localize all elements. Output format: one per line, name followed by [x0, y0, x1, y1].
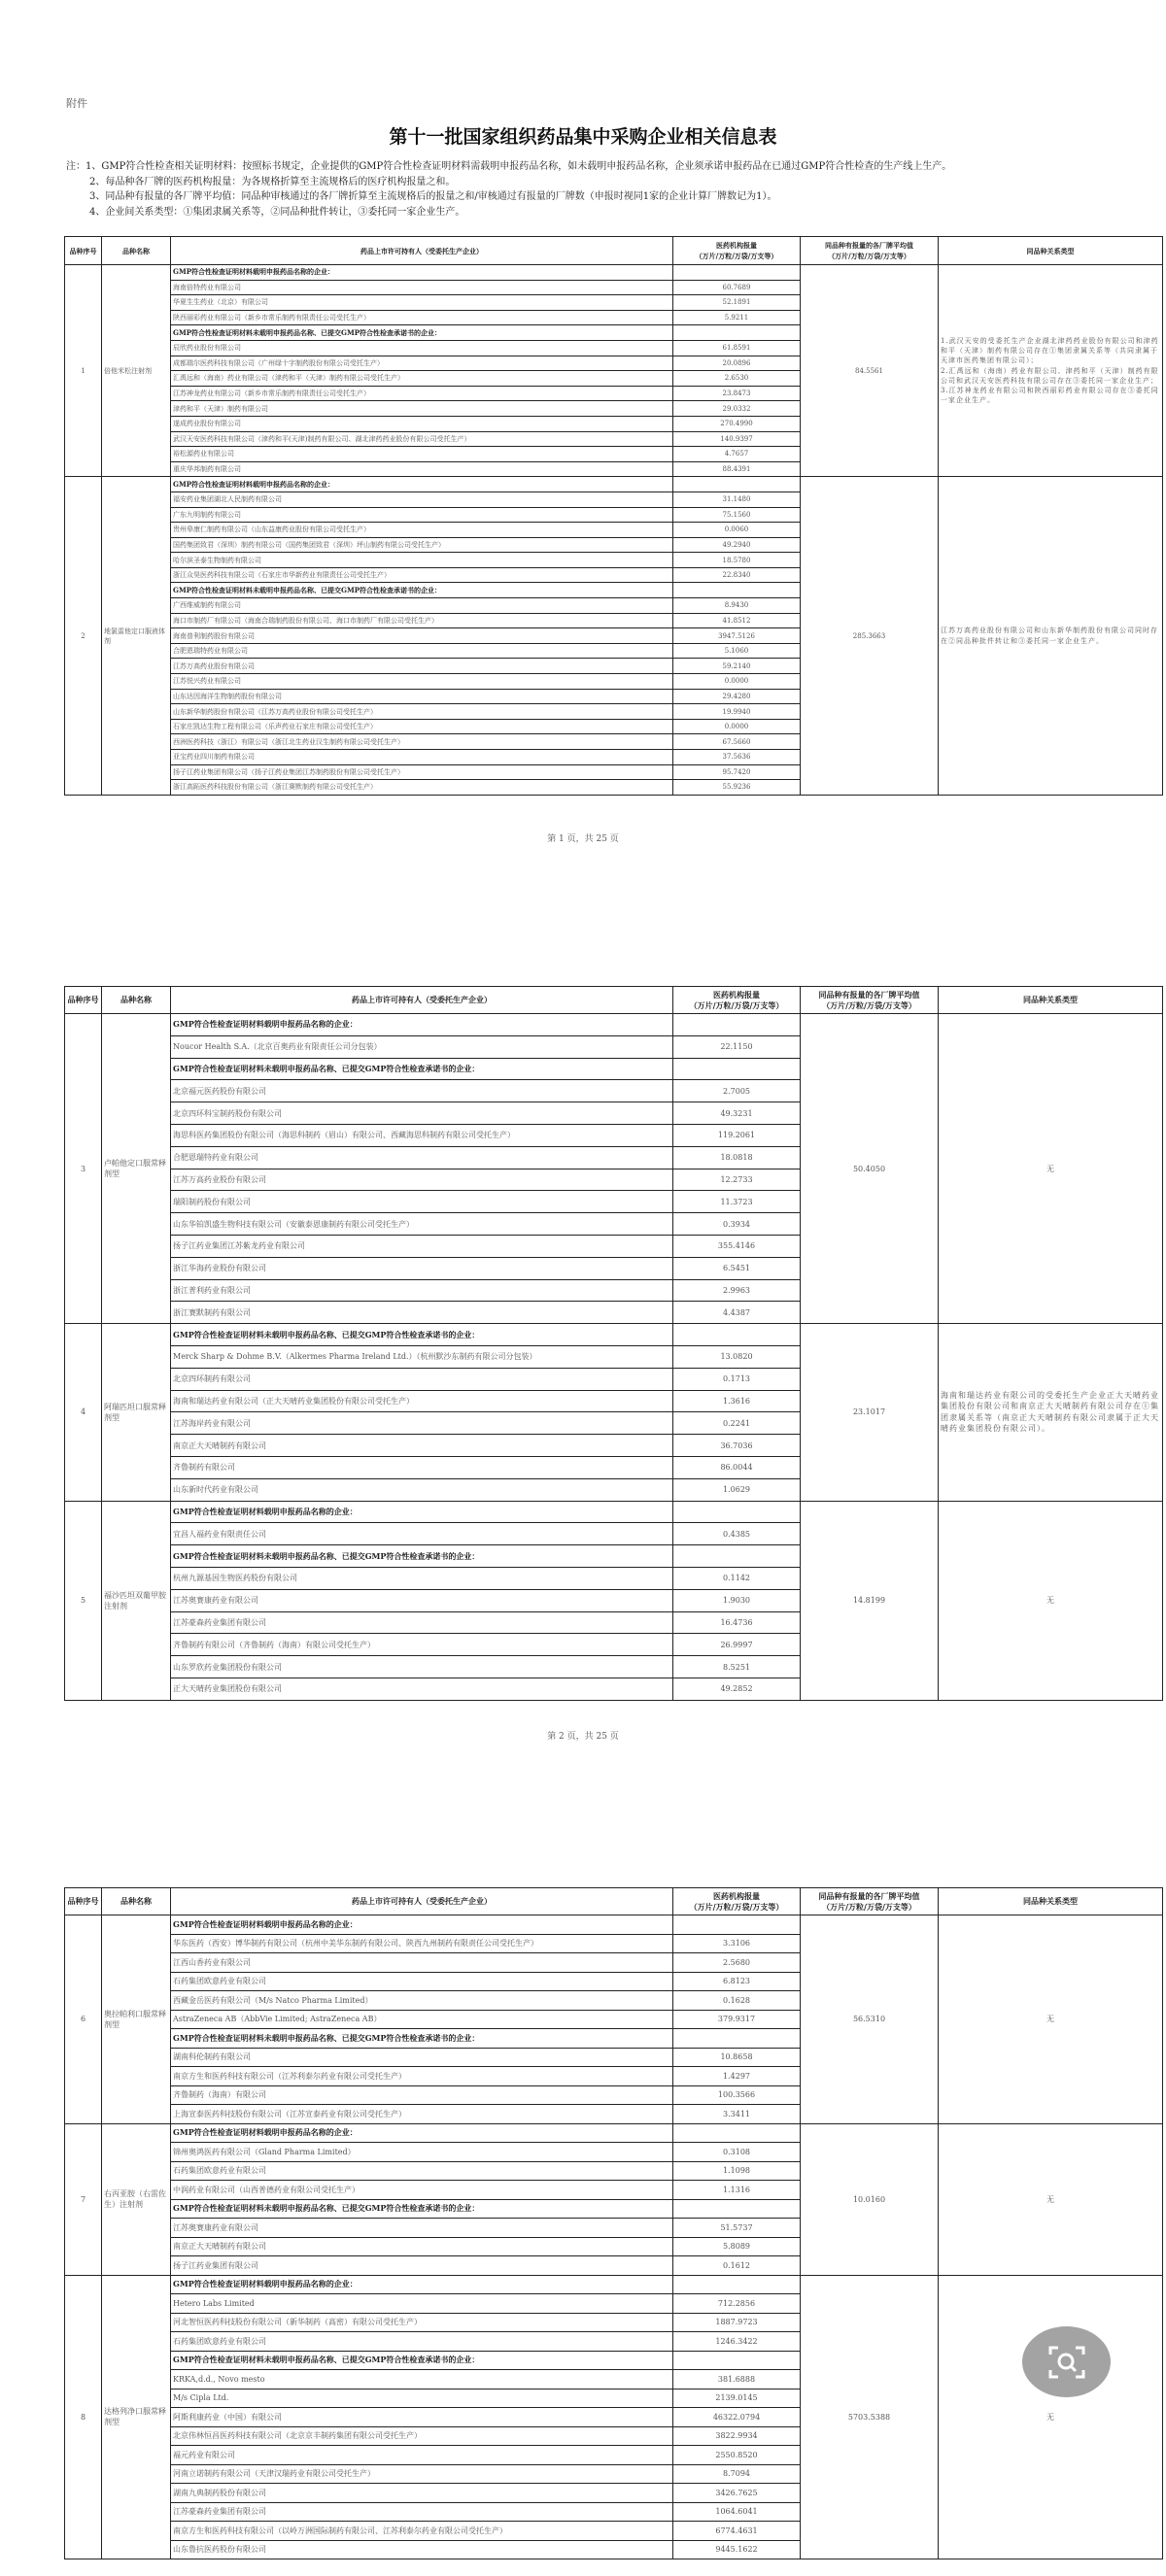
license-holder: 北京福元医药股份有限公司 — [171, 1080, 673, 1102]
license-holder: 石家庄凯达生物工程有限公司（乐声药业石家庄有限公司受托生产） — [171, 719, 673, 734]
license-holder: 河北智恒医药科技股份有限公司（新华制药（高密）有限公司受托生产） — [171, 2313, 673, 2332]
license-holder: Hetero Labs Limited — [171, 2294, 673, 2314]
reported-quantity: 19.9940 — [673, 704, 801, 720]
relation-type: 无 — [939, 2275, 1163, 2559]
column-header: 品种序号 — [65, 1888, 102, 1915]
license-holder: 西洲医药科技（浙江）有限公司（浙江北生药业汉生制药有限公司受托生产） — [171, 734, 673, 750]
relation-type: 无 — [939, 2123, 1163, 2275]
reported-quantity: 1.1098 — [673, 2161, 801, 2181]
license-holder: 山东新华制药股份有限公司（江苏万高药业股份有限公司受托生产） — [171, 704, 673, 720]
reported-quantity: 0.3108 — [673, 2143, 801, 2162]
license-holder: 浙江普利药业有限公司 — [171, 1279, 673, 1302]
reported-quantity: 67.5660 — [673, 734, 801, 750]
scan-search-button[interactable] — [1022, 2326, 1111, 2397]
license-holder: 裕松源药业有限公司 — [171, 447, 673, 462]
license-holder: 山东新时代药业有限公司 — [171, 1478, 673, 1501]
reported-quantity — [673, 477, 801, 492]
group-header: GMP符合性检查证明材料未载明申报药品名称、已提交GMP符合性检查承诺书的企业： — [171, 1058, 673, 1080]
license-holder: 海南倍特药业有限公司 — [171, 280, 673, 295]
reported-quantity — [673, 2199, 801, 2219]
reported-quantity: 0.2241 — [673, 1412, 801, 1435]
reported-quantity: 46322.0794 — [673, 2408, 801, 2427]
average-value: 56.5310 — [801, 1915, 939, 2124]
license-holder: 石药集团欧意药业有限公司 — [171, 2332, 673, 2352]
reported-quantity: 95.7420 — [673, 764, 801, 780]
license-holder: 上海宣泰医药科技股份有限公司（江苏宣泰药业有限公司受托生产） — [171, 2105, 673, 2124]
reported-quantity — [673, 265, 801, 281]
reported-quantity: 22.8340 — [673, 567, 801, 583]
reported-quantity: 49.2940 — [673, 537, 801, 553]
license-holder: 合肥恩瑞特药业有限公司 — [171, 1146, 673, 1169]
relation-type: 江苏万高药业股份有限公司和山东新华制药股份有限公司同时存在②同品种批件转让和③委托同一家企业生产。 — [939, 477, 1163, 795]
page-2-footer: 第 2 页，共 25 页 — [547, 1732, 619, 1742]
license-holder: 瑞阳制药股份有限公司 — [171, 1191, 673, 1213]
header-row — [65, 1888, 1163, 1915]
reported-quantity: 51.5737 — [673, 2219, 801, 2238]
group-header-row — [65, 1915, 1163, 1935]
license-holder: 江苏海岸药业有限公司 — [171, 1412, 673, 1435]
reported-quantity: 37.5636 — [673, 750, 801, 765]
reported-quantity: 10.8658 — [673, 2048, 801, 2067]
header-row — [65, 237, 1163, 265]
reported-quantity: 381.6888 — [673, 2370, 801, 2390]
license-holder: 山东罗欣药业集团股份有限公司 — [171, 1656, 673, 1678]
reported-quantity: 3.3106 — [673, 1934, 801, 1953]
license-holder: 重庆华邦制药有限公司 — [171, 461, 673, 477]
license-holder: 海思科医药集团股份有限公司（海思科制药（眉山）有限公司、西藏海思科制药有限公司受托生产） — [171, 1124, 673, 1146]
group-header: GMP符合性检查证明材料载明申报药品名称的企业： — [171, 2275, 673, 2294]
reported-quantity: 100.3566 — [673, 2085, 801, 2105]
license-holder: 河南立诺制药有限公司（天津汉瑞药业有限公司受托生产） — [171, 2464, 673, 2484]
average-value: 5703.5388 — [801, 2275, 939, 2559]
license-holder: 福元药业有限公司 — [171, 2446, 673, 2465]
license-holder: 江苏豪森药业集团有限公司 — [171, 1611, 673, 1634]
license-holder: 锦州奥鸿医药有限公司（Gland Pharma Limited） — [171, 2143, 673, 2162]
reported-quantity: 3.3411 — [673, 2105, 801, 2124]
license-holder: 南京正大天晴制药有限公司 — [171, 1435, 673, 1457]
attachment-label: 附件 — [66, 97, 87, 110]
license-holder: 武汉天安医药科技有限公司（津药和平(天津)制药有限公司、湖北津药药业股份有限公司受托生产） — [171, 431, 673, 447]
variety-number: 2 — [65, 477, 102, 795]
group-header-row — [65, 1014, 1163, 1036]
variety-name: 达格列净口服常释剂型 — [102, 2275, 171, 2559]
reported-quantity: 5.8089 — [673, 2237, 801, 2256]
license-holder: 海南普利制药股份有限公司 — [171, 628, 673, 644]
group-header-row — [65, 265, 1163, 281]
license-holder: 齐鲁制药（海南）有限公司 — [171, 2085, 673, 2105]
info-table — [64, 986, 1163, 1701]
average-value: 14.8199 — [801, 1501, 939, 1700]
license-holder: 广东九明制药有限公司 — [171, 507, 673, 523]
reported-quantity: 61.8591 — [673, 340, 801, 356]
column-header: 医药机构报量 （万片/万粒/万袋/万支等） — [673, 1888, 801, 1915]
license-holder: 石药集团欧意药业有限公司 — [171, 2161, 673, 2181]
license-holder: 江西山香药业有限公司 — [171, 1953, 673, 1973]
license-holder: 陕西丽彩药业有限公司（新乡市常乐制药有限责任公司受托生产） — [171, 310, 673, 325]
average-value: 285.3663 — [801, 477, 939, 795]
reported-quantity: 5.1060 — [673, 643, 801, 659]
reported-quantity: 0.1713 — [673, 1368, 801, 1390]
group-header: GMP符合性检查证明材料未载明申报药品名称、已提交GMP符合性检查承诺书的企业： — [171, 583, 673, 598]
license-holder: 浙江华海药业股份有限公司 — [171, 1257, 673, 1279]
column-header: 药品上市许可持有人（受委托生产企业） — [171, 1888, 673, 1915]
reported-quantity: 379.9317 — [673, 2010, 801, 2029]
average-value: 50.4050 — [801, 1014, 939, 1324]
license-holder: 汇禹远和（海南）药业有限公司（津药和平（天津）制药有限公司受托生产） — [171, 371, 673, 387]
license-holder: 南京正大天晴制药有限公司 — [171, 2237, 673, 2256]
reported-quantity: 2.9963 — [673, 1279, 801, 1302]
license-holder: 国药集团致君（深圳）制药有限公司（国药集团致君（深圳）坪山制药有限公司受托生产） — [171, 537, 673, 553]
page-1-footer: 第 1 页，共 25 页 — [547, 834, 619, 844]
license-holder: 宜昌人福药业有限责任公司 — [171, 1523, 673, 1545]
reported-quantity: 8.7094 — [673, 2464, 801, 2484]
column-header: 同品种关系类型 — [939, 987, 1163, 1014]
license-holder: 北京四环制药有限公司 — [171, 1368, 673, 1390]
reported-quantity: 31.1480 — [673, 491, 801, 507]
column-header: 品种名称 — [102, 237, 171, 265]
license-holder: 海口市制药厂有限公司（海南合瑞制药股份有限公司、海口市制药厂有限公司受托生产） — [171, 613, 673, 628]
license-holder: 江苏豪森药业集团有限公司 — [171, 2502, 673, 2522]
license-holder: 山东达因海洋生物制药股份有限公司 — [171, 689, 673, 704]
average-value: 23.1017 — [801, 1324, 939, 1501]
group-header: GMP符合性检查证明材料载明申报药品名称的企业： — [171, 2123, 673, 2143]
reported-quantity: 6774.4631 — [673, 2522, 801, 2541]
reported-quantity: 6.8123 — [673, 1972, 801, 1991]
group-header-row — [65, 477, 1163, 492]
variety-number: 3 — [65, 1014, 102, 1324]
reported-quantity: 3947.5126 — [673, 628, 801, 644]
relation-type: 1.武汉天安的受委托生产企业湖北津药药业股份有限公司和津药和平（天津）制药有限公司存在①集团隶属关系等（共同隶属于天津市医药集团有限公司）； 2.汇禹远和（海南）药业有限公司、津药和平（天津）制药有限公司和武汉天安医药科技有限公司存在③委托同一家企业生产； 3.江苏神龙药业有限公司和陕西丽彩药业有限公司存在③委托同一家企业生产。 — [939, 265, 1163, 477]
note-2: 2、每品种各厂牌的医药机构报量：为各规格折算至主流规格后的医疗机构报量之和。 — [89, 176, 456, 187]
reported-quantity — [673, 1014, 801, 1036]
reported-quantity: 140.9397 — [673, 431, 801, 447]
reported-quantity: 60.7689 — [673, 280, 801, 295]
reported-quantity: 2139.0145 — [673, 2389, 801, 2408]
group-header: GMP符合性检查证明材料未载明申报药品名称、已提交GMP符合性检查承诺书的企业： — [171, 1545, 673, 1568]
column-header: 品种名称 — [102, 987, 171, 1014]
variety-name: 右丙亚胺（右雷佐生）注射剂 — [102, 2123, 171, 2275]
reported-quantity — [673, 2351, 801, 2370]
column-header: 药品上市许可持有人（受委托生产企业） — [171, 987, 673, 1014]
group-header: GMP符合性检查证明材料载明申报药品名称的企业： — [171, 1915, 673, 1935]
group-header: GMP符合性检查证明材料载明申报药品名称的企业： — [171, 1501, 673, 1523]
license-holder: 北京四环科宝制药股份有限公司 — [171, 1102, 673, 1125]
variety-number: 8 — [65, 2275, 102, 2559]
license-holder: 福安药业集团湖北人民制药有限公司 — [171, 491, 673, 507]
reported-quantity: 712.2856 — [673, 2294, 801, 2314]
reported-quantity: 6.5451 — [673, 1257, 801, 1279]
license-holder: 亚宝药业四川制药有限公司 — [171, 750, 673, 765]
average-value: 10.0160 — [801, 2123, 939, 2275]
reported-quantity: 0.0060 — [673, 523, 801, 538]
reported-quantity: 22.1150 — [673, 1035, 801, 1058]
page-2-table — [64, 986, 1162, 1701]
variety-number: 6 — [65, 1915, 102, 2124]
variety-number: 7 — [65, 2123, 102, 2275]
license-holder: 华夏生生药业（北京）有限公司 — [171, 295, 673, 311]
license-holder: 辰欣药业股份有限公司 — [171, 340, 673, 356]
reported-quantity: 88.4391 — [673, 461, 801, 477]
group-header: GMP符合性检查证明材料载明申报药品名称的企业： — [171, 265, 673, 281]
reported-quantity — [673, 325, 801, 341]
average-value: 84.5561 — [801, 265, 939, 477]
license-holder: 广西维威制药有限公司 — [171, 598, 673, 614]
column-header: 药品上市许可持有人（受委托生产企业） — [171, 237, 673, 265]
note-4: 4、企业间关系类型：①集团隶属关系等，②同品种批件转让，③委托同一家企业生产。 — [89, 206, 465, 218]
reported-quantity: 4.7657 — [673, 447, 801, 462]
license-holder: 南京方生和医药科技有限公司（以岭万洲国际制药有限公司、江苏利泰尔药业有限公司受托生产） — [171, 2522, 673, 2541]
reported-quantity: 59.2140 — [673, 659, 801, 674]
group-header-row — [65, 2275, 1163, 2294]
group-header: GMP符合性检查证明材料未载明申报药品名称、已提交GMP符合性检查承诺书的企业： — [171, 1324, 673, 1346]
license-holder: 湖南九典制药股份有限公司 — [171, 2484, 673, 2503]
license-holder: AstraZeneca AB（AbbVie Limited; AstraZeneca AB） — [171, 2010, 673, 2029]
license-holder: Merck Sharp & Dohme B.V.（Alkermes Pharma Ireland Ltd.）（杭州默沙东制药有限公司分包装） — [171, 1345, 673, 1368]
license-holder: 阿斯利康药业（中国）有限公司 — [171, 2408, 673, 2427]
reported-quantity: 26.9997 — [673, 1634, 801, 1656]
license-holder: 浙江赛默制药有限公司 — [171, 1302, 673, 1324]
reported-quantity: 52.1891 — [673, 295, 801, 311]
reported-quantity: 1.4297 — [673, 2067, 801, 2086]
column-header: 医药机构报量 （万片/万粒/万袋/万支等） — [673, 237, 801, 265]
license-holder: 华东医药（西安）博华制药有限公司（杭州中美华东制药有限公司、陕西九州制药有限责任公司受托生产） — [171, 1934, 673, 1953]
group-header: GMP符合性检查证明材料未载明申报药品名称、已提交GMP符合性检查承诺书的企业： — [171, 2199, 673, 2219]
license-holder: 遂成药业股份有限公司 — [171, 416, 673, 431]
header-row — [65, 987, 1163, 1014]
column-header: 医药机构报量 （万片/万粒/万袋/万支等） — [673, 987, 801, 1014]
license-holder: 南京方生和医药科技有限公司（江苏利泰尔药业有限公司受托生产） — [171, 2067, 673, 2086]
license-holder: 江苏神龙药业有限公司（新乡市常乐制药有限责任公司受托生产） — [171, 386, 673, 401]
variety-number: 1 — [65, 265, 102, 477]
scan-search-icon — [1047, 2345, 1086, 2380]
group-header-row — [65, 1501, 1163, 1523]
variety-name: 卢帕他定口服常释剂型 — [102, 1014, 171, 1324]
variety-name: 倍他米松注射剂 — [102, 265, 171, 477]
reported-quantity: 8.9430 — [673, 598, 801, 614]
license-holder: 湖南科伦制药有限公司 — [171, 2048, 673, 2067]
license-holder: 江苏悦兴药业有限公司 — [171, 674, 673, 690]
variety-name: 地氯雷他定口服液体剂 — [102, 477, 171, 795]
reported-quantity — [673, 2275, 801, 2294]
column-header: 品种序号 — [65, 987, 102, 1014]
license-holder: 江苏奥赛康药业有限公司 — [171, 2219, 673, 2238]
variety-number: 4 — [65, 1324, 102, 1501]
reported-quantity: 0.0000 — [673, 719, 801, 734]
reported-quantity: 13.0820 — [673, 1345, 801, 1368]
license-holder: 正大天晴药业集团股份有限公司 — [171, 1678, 673, 1700]
variety-number: 5 — [65, 1501, 102, 1700]
license-holder: 山东鲁抗医药股份有限公司 — [171, 2540, 673, 2559]
reported-quantity: 119.2061 — [673, 1124, 801, 1146]
variety-name: 奥拉帕利口服常释剂型 — [102, 1915, 171, 2124]
variety-name: 阿瑞匹坦口服常释剂型 — [102, 1324, 171, 1501]
reported-quantity: 20.0896 — [673, 356, 801, 371]
license-holder: 成都瑞尔医药科技有限公司（广州绿十字制药股份有限公司受托生产） — [171, 356, 673, 371]
license-holder: M/s Cipla Ltd. — [171, 2389, 673, 2408]
reported-quantity: 2.7005 — [673, 1080, 801, 1102]
group-header-row — [65, 2123, 1163, 2143]
reported-quantity: 8.5251 — [673, 1656, 801, 1678]
reported-quantity — [673, 1915, 801, 1935]
license-holder: 西藏金岳医药有限公司（M/s Natco Pharma Limited） — [171, 1991, 673, 2011]
reported-quantity: 2.6530 — [673, 371, 801, 387]
license-holder: KRKA,d.d., Novo mesto — [171, 2370, 673, 2390]
reported-quantity — [673, 1501, 801, 1523]
reported-quantity: 1887.9723 — [673, 2313, 801, 2332]
reported-quantity: 1.3616 — [673, 1390, 801, 1412]
reported-quantity: 2.5680 — [673, 1953, 801, 1973]
reported-quantity: 1064.6041 — [673, 2502, 801, 2522]
info-table — [64, 1887, 1163, 2559]
reported-quantity: 5.9211 — [673, 310, 801, 325]
column-header: 品种名称 — [102, 1888, 171, 1915]
license-holder: 中润药业有限公司（山西普德药业有限公司受托生产） — [171, 2181, 673, 2200]
reported-quantity: 0.3934 — [673, 1213, 801, 1236]
reported-quantity: 1.1316 — [673, 2181, 801, 2200]
reported-quantity — [673, 1058, 801, 1080]
page-1-table — [64, 236, 1162, 796]
reported-quantity: 1246.3422 — [673, 2332, 801, 2352]
license-holder: 杭州九源基因生物医药股份有限公司 — [171, 1567, 673, 1589]
license-holder: 津药和平（天津）制药有限公司 — [171, 401, 673, 417]
reported-quantity: 86.0044 — [673, 1456, 801, 1478]
page-3-table — [64, 1887, 1162, 2559]
group-header-row — [65, 1324, 1163, 1346]
license-holder: 合肥恩瑞特药业有限公司 — [171, 643, 673, 659]
reported-quantity: 49.3231 — [673, 1102, 801, 1125]
variety-name: 福沙匹坦双葡甲胺注射剂 — [102, 1501, 171, 1700]
reported-quantity — [673, 1324, 801, 1346]
reported-quantity — [673, 583, 801, 598]
reported-quantity: 0.4385 — [673, 1523, 801, 1545]
group-header: GMP符合性检查证明材料未载明申报药品名称、已提交GMP符合性检查承诺书的企业： — [171, 2351, 673, 2370]
license-holder: Noucor Health S.A.（北京百奥药业有限责任公司分包装） — [171, 1035, 673, 1058]
license-holder: 齐鲁制药有限公司（齐鲁制药（海南）有限公司受托生产） — [171, 1634, 673, 1656]
license-holder: 江苏万高药业股份有限公司 — [171, 659, 673, 674]
reported-quantity: 36.7036 — [673, 1435, 801, 1457]
license-holder: 江苏万高药业股份有限公司 — [171, 1169, 673, 1191]
reported-quantity: 3822.9934 — [673, 2426, 801, 2446]
reported-quantity: 29.0332 — [673, 401, 801, 417]
reported-quantity: 18.5780 — [673, 553, 801, 568]
license-holder: 贵州皋康仁制药有限公司（山东益康药业股份有限公司受托生产） — [171, 523, 673, 538]
license-holder: 扬子江药业集团有限公司 — [171, 2256, 673, 2276]
column-header: 同品种关系类型 — [939, 237, 1163, 265]
group-header: GMP符合性检查证明材料载明申报药品名称的企业： — [171, 1014, 673, 1036]
reported-quantity — [673, 1545, 801, 1568]
license-holder: 石药集团欧意药业有限公司 — [171, 1972, 673, 1991]
license-holder: 江苏奥赛康药业有限公司 — [171, 1589, 673, 1611]
reported-quantity: 1.0629 — [673, 1478, 801, 1501]
reported-quantity — [673, 2123, 801, 2143]
reported-quantity: 0.1142 — [673, 1567, 801, 1589]
column-header: 同品种有报量的各厂牌平均值 （万片/万粒/万袋/万支等） — [801, 1888, 939, 1915]
group-header: GMP符合性检查证明材料载明申报药品名称的企业： — [171, 477, 673, 492]
reported-quantity: 41.8512 — [673, 613, 801, 628]
reported-quantity: 29.4280 — [673, 689, 801, 704]
relation-type: 无 — [939, 1501, 1163, 1700]
reported-quantity: 11.3723 — [673, 1191, 801, 1213]
reported-quantity — [673, 2029, 801, 2049]
license-holder: 哈尔滨圣泰生物制药有限公司 — [171, 553, 673, 568]
license-holder: 扬子江药业集团江苏紫龙药业有限公司 — [171, 1235, 673, 1257]
license-holder: 海南和瑞达药业有限公司（正大天晴药业集团股份有限公司受托生产） — [171, 1390, 673, 1412]
info-table — [64, 236, 1163, 796]
license-holder: 扬子江药业集团有限公司（扬子江药业集团江苏制药股份有限公司受托生产） — [171, 764, 673, 780]
reported-quantity: 12.2733 — [673, 1169, 801, 1191]
group-header: GMP符合性检查证明材料未载明申报药品名称、已提交GMP符合性检查承诺书的企业： — [171, 2029, 673, 2049]
column-header: 同品种关系类型 — [939, 1888, 1163, 1915]
reported-quantity: 55.9236 — [673, 780, 801, 796]
reported-quantity: 49.2852 — [673, 1678, 801, 1700]
column-header: 同品种有报量的各厂牌平均值 （万片/万粒/万袋/万支等） — [801, 237, 939, 265]
license-holder: 山东华铂凯盛生物科技有限公司（安徽泰恩康制药有限公司受托生产） — [171, 1213, 673, 1236]
reported-quantity: 355.4146 — [673, 1235, 801, 1257]
reported-quantity: 4.4387 — [673, 1302, 801, 1324]
column-header: 同品种有报量的各厂牌平均值 （万片/万粒/万袋/万支等） — [801, 987, 939, 1014]
reported-quantity: 18.0818 — [673, 1146, 801, 1169]
reported-quantity: 75.1560 — [673, 507, 801, 523]
license-holder: 北京伟林恒昌医药科技有限公司（北京京丰制药集团有限公司受托生产） — [171, 2426, 673, 2446]
notes — [66, 159, 951, 220]
group-header: GMP符合性检查证明材料未载明申报药品名称、已提交GMP符合性检查承诺书的企业： — [171, 325, 673, 341]
license-holder: 齐鲁制药有限公司 — [171, 1456, 673, 1478]
note-1: 注：1、GMP符合性检查相关证明材料：按照标书规定，企业提供的GMP符合性检查证明材料需载明申报药品名称，如未载明申报药品名称，企业须承诺申报药品在已通过GMP符合性检查的生产线上生产。 — [66, 161, 952, 172]
reported-quantity: 2550.8520 — [673, 2446, 801, 2465]
reported-quantity: 270.4990 — [673, 416, 801, 431]
reported-quantity: 23.8473 — [673, 386, 801, 401]
reported-quantity: 16.4736 — [673, 1611, 801, 1634]
license-holder: 浙江高跖医药科技股份有限公司（浙江赛默制药有限公司受托生产） — [171, 780, 673, 796]
relation-type: 无 — [939, 1915, 1163, 2124]
reported-quantity: 9445.1622 — [673, 2540, 801, 2559]
column-header: 品种序号 — [65, 237, 102, 265]
reported-quantity: 0.1628 — [673, 1991, 801, 2011]
note-3: 3、同品种有报量的各厂牌平均值：同品种审核通过的各厂牌折算至主流规格后的报量之和/审核通过有报量的厂牌数（申报时视同1家的企业计算厂牌数记为1）。 — [89, 191, 777, 202]
relation-type: 无 — [939, 1014, 1163, 1324]
reported-quantity: 3426.7625 — [673, 2484, 801, 2503]
reported-quantity: 1.9030 — [673, 1589, 801, 1611]
relation-type: 海南和瑞达药业有限公司的受委托生产企业正大天晴药业集团股份有限公司和南京正大天晴制药有限公司存在①集团隶属关系等（南京正大天晴制药有限公司隶属于正大天晴药业集团股份有限公司）。 — [939, 1324, 1163, 1501]
license-holder: 浙江众昊医药科技有限公司（石家庄市华新药业有限责任公司受托生产） — [171, 567, 673, 583]
reported-quantity: 0.0000 — [673, 674, 801, 690]
reported-quantity: 0.1612 — [673, 2256, 801, 2276]
document-title: 第十一批国家组织药品集中采购企业相关信息表 — [389, 126, 777, 148]
